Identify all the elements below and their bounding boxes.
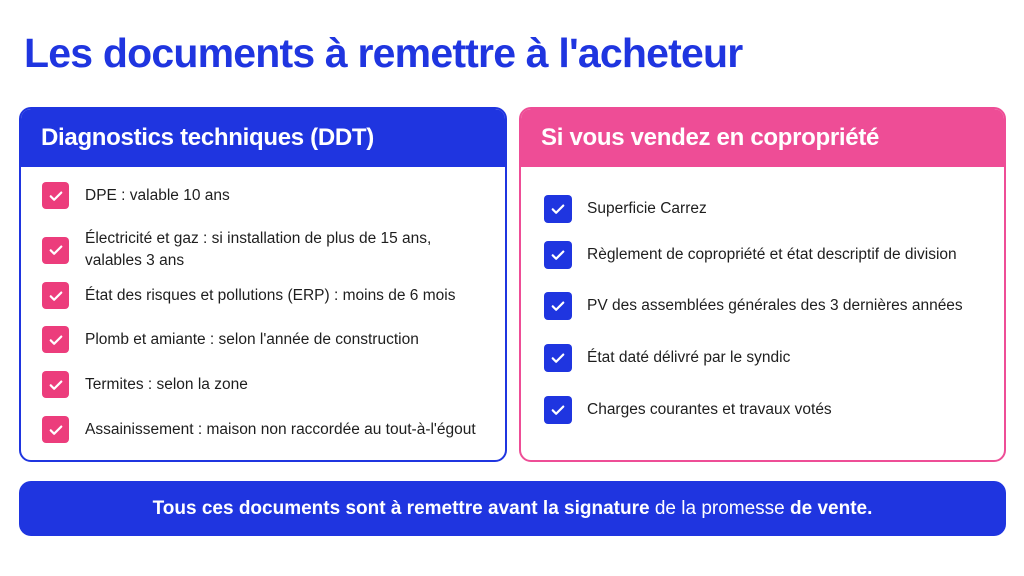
list-item [521, 292, 1004, 320]
banner-text-bold-2: de vente. [790, 497, 873, 519]
checkbox-checked-icon [42, 416, 69, 443]
list-item-text: Superficie Carrez [587, 200, 707, 217]
checkbox-checked-icon [544, 241, 572, 269]
list-item [21, 228, 461, 272]
checkbox-checked-icon [42, 326, 69, 353]
ddt-card-heading: Diagnostics techniques (DDT) [21, 109, 505, 167]
list-item [21, 416, 505, 443]
page-title: Les documents à remettre à l'acheteur [24, 30, 743, 76]
list-item-text: Assainissement : maison non raccordée au tout-à-l'égout [85, 420, 476, 438]
checkbox-checked-icon [544, 344, 572, 372]
copropriete-card [519, 107, 1006, 462]
list-item [521, 344, 1004, 372]
checkbox-checked-icon [544, 195, 572, 223]
list-item-text: Charges courantes et travaux votés [587, 401, 832, 418]
list-item [21, 371, 505, 398]
list-item [521, 241, 1004, 269]
copropriete-card-heading: Si vous vendez en copropriété [521, 109, 1004, 167]
list-item-text: PV des assemblées générales des 3 dernières années [587, 297, 963, 314]
list-item [521, 195, 1004, 223]
list-item-text: État daté délivré par le syndic [587, 349, 791, 366]
checkbox-checked-icon [544, 292, 572, 320]
footer-banner [19, 481, 1006, 536]
checkbox-checked-icon [42, 237, 69, 264]
list-item [21, 282, 505, 309]
checkbox-checked-icon [42, 371, 69, 398]
list-item-text: DPE : valable 10 ans [85, 186, 230, 204]
checkbox-checked-icon [42, 182, 69, 209]
list-item-text: Électricité et gaz : si installation de plus de 15 ans, valables 3 ans [85, 230, 432, 269]
list-item-text: Règlement de copropriété et état descriptif de division [587, 246, 957, 263]
list-item [21, 326, 505, 353]
list-item [21, 182, 505, 209]
ddt-card [19, 107, 507, 462]
list-item [521, 396, 1004, 424]
list-item-text: Plomb et amiante : selon l'année de construction [85, 330, 419, 348]
banner-text-regular: de la promesse [649, 497, 791, 519]
list-item-text: État des risques et pollutions (ERP) : moins de 6 mois [85, 286, 456, 304]
list-item-text: Termites : selon la zone [85, 375, 248, 393]
checkbox-checked-icon [544, 396, 572, 424]
checkbox-checked-icon [42, 282, 69, 309]
banner-text-bold-1: Tous ces documents sont à remettre avant la signature [152, 497, 650, 519]
